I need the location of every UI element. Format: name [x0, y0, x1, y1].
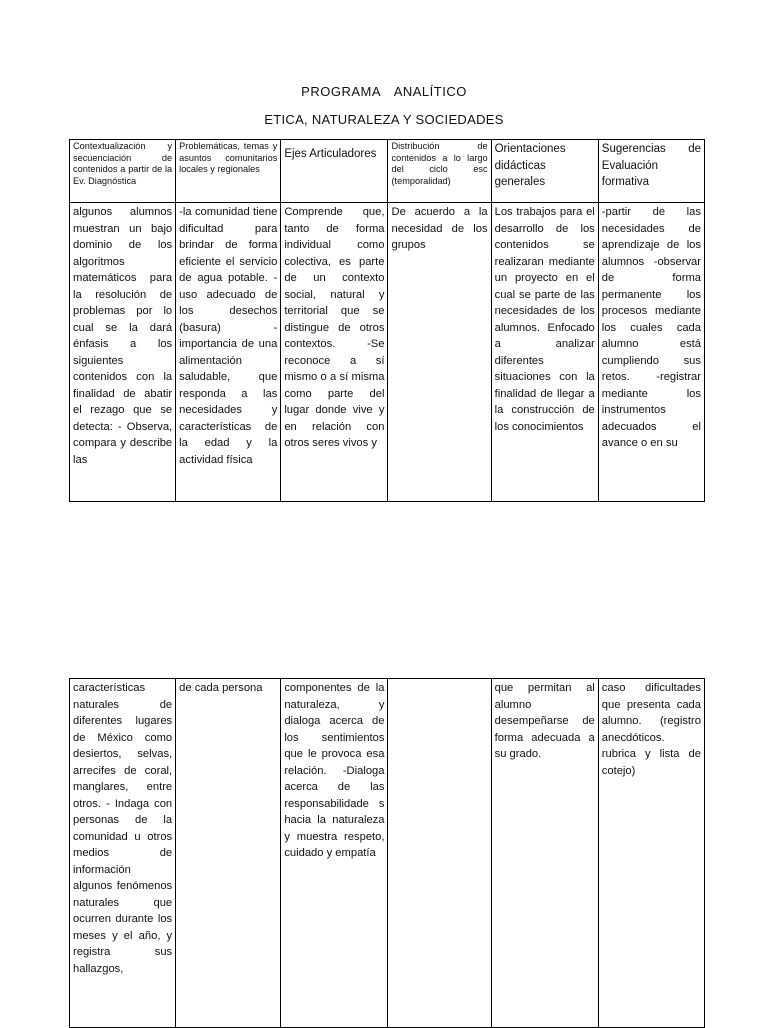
header-orientaciones: Orientaciones didácticas generales — [491, 140, 598, 203]
cell-contextualizacion: características naturales de diferentes lugares de México como desiertos, selvas, arrecifes de coral, manglares, entre otros. - Indaga con personas de la comunidad u otros medios de información algunos fenómenos naturales que ocurren durante los meses y el año, y registra sus hallazgos, — [70, 679, 176, 1028]
cell-distribucion: De acuerdo a la necesidad de los grupos — [388, 203, 491, 502]
page-title: PROGRAMA ANALÍTICO — [301, 84, 467, 99]
cell-distribucion — [388, 679, 491, 1028]
table-header-row — [70, 140, 705, 203]
cell-problematicas: de cada persona — [176, 679, 281, 1028]
program-table-continued — [69, 678, 705, 1028]
cell-orientaciones: que permitan al alumno desempeñarse de forma adecuada a su grado. — [491, 679, 598, 1028]
cell-sugerencias: caso dificultades que presenta cada alumno. (registro anecdóticos. rubrica y lista de cotejo) — [598, 679, 704, 1028]
cell-orientaciones: Los trabajos para el desarrollo de los contenidos se realizaran mediante un proyecto en el cual se parte de las necesidades de los alumnos. Enfocado a analizar diferentes situaciones con la finalidad de llegar a la construcción de los conocimientos — [491, 203, 598, 502]
program-table — [69, 139, 705, 502]
table-row — [70, 679, 705, 1028]
cell-sugerencias: -partir de las necesidades de aprendizaje de los alumnos -observar de forma permanente los procesos mediante los cuales cada alumno está cumpliendo sus retos. -registrar mediante los instrumentos adecuados el avance o en su — [598, 203, 704, 502]
header-sugerencias: Sugerencias de Evaluación formativa — [598, 140, 704, 203]
table-row — [70, 203, 705, 502]
header-distribucion: Distribución de contenidos a lo largo del ciclo esc (temporalidad) — [388, 140, 491, 203]
header-contextualizacion: Contextualización y secuenciación de contenidos a partir de la Ev. Diagnóstica — [70, 140, 176, 203]
header-problematicas: Problemáticas, temas y asuntos comunitarios locales y regionales — [176, 140, 281, 203]
cell-ejes: componentes de la naturaleza, y dialoga acerca de los sentimientos que le provoca esa relación. -Dialoga acerca de las responsabilidade s hacia la naturaleza y muestra respeto, cuidado y empatía — [281, 679, 388, 1028]
cell-contextualizacion: algunos alumnos muestran un bajo dominio de los algoritmos matemáticos para la resolución de problemas por lo cual se la dará énfasis a los siguientes contenidos con la finalidad de abatir el rezago que se detecta: - Observa, compara y describe las — [70, 203, 176, 502]
page-subtitle: ETICA, NATURALEZA Y SOCIEDADES — [264, 112, 504, 127]
cell-problematicas: -la comunidad tiene dificultad para brindar de forma eficiente el servicio de agua potable. - uso adecuado de los desechos (basura) - importancia de una alimentación saludable, que responda a las necesidades y características de la edad y la actividad física — [176, 203, 281, 502]
header-ejes: Ejes Articuladores — [281, 140, 388, 203]
cell-ejes: Comprende que, tanto de forma individual como colectiva, es parte de un contexto social, natural y territorial que se distingue de otros contextos. -Se reconoce a sí mismo o a sí misma como parte del lugar donde vive y en relación con otros seres vivos y — [281, 203, 388, 502]
